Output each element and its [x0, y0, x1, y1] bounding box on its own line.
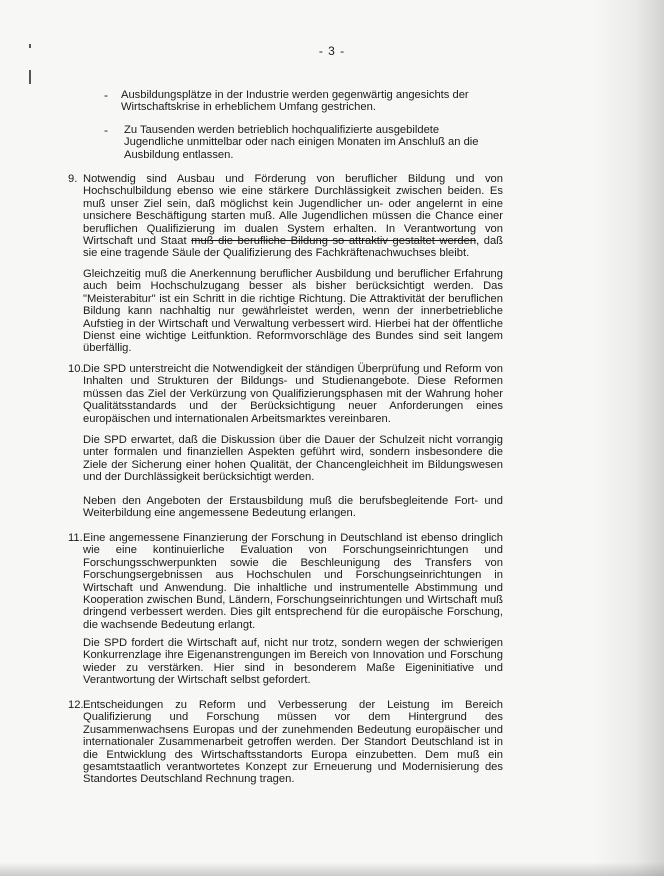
paragraph: Neben den Angeboten der Erstausbildung muß die berufsbegleitende Fort- und Weiterbildung eine angemessene Bedeutung erlangen.	[83, 495, 503, 520]
struck-text: muß die berufliche Bildung so attraktiv gestaltet werden	[191, 235, 477, 248]
bullet-text: Ausbildungsplätze in der Industrie werden gegenwärtig angesichts der Wirtschaftskrise in erheblichem Umfang gestrichen.	[121, 89, 469, 114]
paragraph: Gleichzeitig muß die Anerkennung beruflicher Ausbildung und beruflicher Erfahrung auch beim Hochschulzugang besser als bisher berücksichtigt werden. Das "Meisterabitur" ist ein Schritt in die richtige Richtung. Die Attraktivität der beruflichen Bildung kann nachhaltig nur gewährleistet werden, wenn der innerbetriebliche Aufstieg in der Wirtschaft und Verwaltung verbessert wird. Hierbei hat der öffentliche Dienst eine wichtige Leitfunktion. Reformvorschläge des Bundes sind seit langem überfällig.	[83, 268, 503, 355]
section-number: 10.	[68, 363, 84, 375]
paragraph: Die SPD unterstreicht die Notwendigkeit der ständigen Überprüfung und Reform von Inhalten und Strukturen der Bildungs- und Studienangebote. Diese Reformen müssen das Ziel der Verkürzung von Qualifizierungsphasen mit der Wahrung hoher Qualitätsstandards und der Berücksichtigung neuer Anforderungen eines europäischen und internationalen Arbeitsmarktes vereinbaren.	[83, 363, 503, 425]
paragraph-text: , daß sie eine tragende Säule der Qualifizierung des Fachkräftenachwuchses bleibt.	[83, 235, 504, 260]
scan-mark	[29, 70, 31, 84]
paragraph: Die SPD erwartet, daß die Diskussion über die Dauer der Schulzeit nicht vorrangig unter formalen und finanziellen Aspekten geführt wird, sondern insbesondere die Ziele der Sicherung einer hohen Qualität, der Chancengleichheit im Bildungswesen und der Durchlässigkeit berücksichtigt werden.	[83, 434, 503, 484]
bullet-text: Zu Tausenden werden betrieblich hochqualifizierte ausgebildete Jugendliche unmittelbar oder nach einigen Monaten im Anschluß an die Ausbildung entlassen.	[124, 124, 479, 161]
scan-shadow-right	[594, 0, 664, 876]
section-number: 12.	[68, 699, 84, 711]
paragraph: Entscheidungen zu Reform und Verbesserung der Leistung im Bereich Qualifizierung und Forschung müssen vor dem Hintergrund des Zusammenwachsens Europas und der zunehmenden Bedeutung europäischer und internationaler Zusammenarbeit getroffen werden. Der Standort Deutschland ist in die Entwicklung des Wirtschaftsstandorts Europa einzubetten. Dem muß ein gesamtstaatlich verantwortetes Konzept zur Erneuerung und Modernisierung des Standortes Deutschland Rechnung tragen.	[83, 699, 503, 786]
paragraph: Eine angemessene Finanzierung der Forschung in Deutschland ist ebenso dringlich wie eine kontinuierliche Evaluation von Forschungseinrichtungen und Forschungsschwerpunkten sowie die Beschleunigung des Transfers von Forschungsergebnissen aus Hochschulen und Forschungseinrichtungen in Wirtschaft und Anwendung. Die inhaltliche und instrumentelle Abstimmung und Kooperation zwischen Bund, Ländern, Forschungseinrichtungen und Wirtschaft muß dringend verbessert werden. Dies gilt entsprechend für die europäische Forschung, die wachsende Bedeutung erlangt.	[83, 532, 503, 631]
paragraph: Die SPD fordert die Wirtschaft auf, nicht nur trotz, sondern wegen der schwierigen Konkurrenzlage ihre Eigenanstrengungen im Bereich von Innovation und Forschung wieder zu verstärken. Hier sind in besonderem Maße Eigeninitiative und Verantwortung der Wirtschaft selbst gefordert.	[83, 637, 503, 687]
scan-shadow-bottom	[0, 862, 664, 876]
page-number: - 3 -	[318, 44, 346, 58]
paragraph-text: Notwendig sind Ausbau und Förderung von beruflicher Bildung und von Hochschulbildung ebenso wie eine stärkere Durchlässigkeit zwischen beiden. Es muß unser Ziel sein, daß möglichst kein Jugendlicher un- oder angelernt in eine unsichere Beschäftigung starten muß. Alle Jugendlichen müssen die Chance einer beruflichen Qualifizierung im dualen System erhalten. In Verantwortung von Wirtschaft und Staat	[83, 173, 503, 248]
bullet-dash: -	[104, 123, 108, 137]
bullet-dash: -	[104, 88, 108, 102]
paragraph	[83, 173, 503, 260]
section-number: 9.	[68, 173, 78, 185]
section-number: 11.	[68, 532, 83, 544]
